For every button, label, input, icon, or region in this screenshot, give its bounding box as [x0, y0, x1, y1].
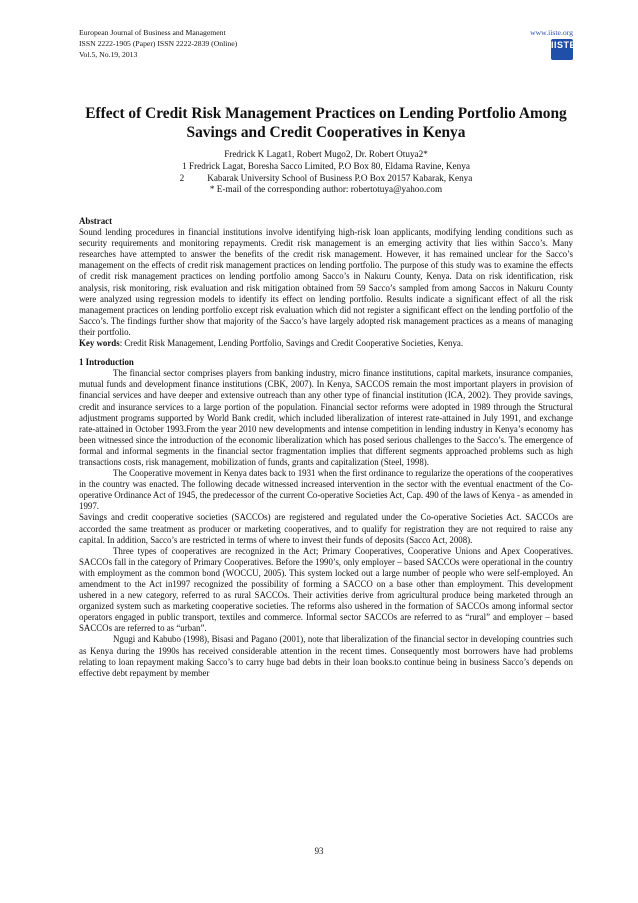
intro-paragraph-3: Savings and credit cooperative societies (SACCOs) are registered and regulated under the Co-operative Societies Act. SACCOs are accorded the same treatment as producer or marketing cooperatives, and to qualify for registration they are not required to raise any capital. In addition, Sacco’s are restricted in terms of where to invest their funds of deposits (Sacco Act, 2008).: [79, 512, 573, 545]
journal-name: European Journal of Business and Management: [79, 28, 226, 37]
intro-paragraph-2: The Cooperative movement in Kenya dates back to 1931 when the first ordinance to regularize the operations of the cooperatives in the country was enacted. The following decade witnessed increased intervention in the sector with the eventual enactment of the Co-operative Ordinance Act of 1945, the predecessor of the current Co-operative Societies Act, Cap. 490 of the laws of Kenya - as amended in 1997.: [79, 468, 573, 512]
page-number: 93: [314, 846, 324, 856]
affiliation-1: 1 Fredrick Lagat, Boresha Sacco Limited, P.O Box 80, Eldama Ravine, Kenya: [182, 160, 470, 171]
journal-website-link[interactable]: www.iiste.org: [530, 28, 573, 37]
abstract-text: Sound lending procedures in financial institutions involve identifying high-risk loan applicants, modifying lending conditions such as security requirements and monitoring repayments. Credit risk management is an emerging activity that lies within Sacco’s. Many researches have attempted to answer the benefits of the credit risk management. However, it has remained unclear for the Sacco’s management on the effects of credit risk management practices on lending portfolio. The purpose of this study was to examine the effects of credit risk management practices on lending portfolio among Sacco’s in Nakuru County, Kenya. Data on risk identification, risk analysis, risk monitoring, risk evaluation and risk mitigation obtained from 59 Sacco’s sampled from among Saccos in Nakuru County were analyzed using regression models to identify its effect on lending portfolio. Results indicate a significant effect of all the risk management practices on lending portfolio except risk evaluation which did not register a significant effect on the lending portfolio of the Sacco’s. The findings further show that majority of the Sacco’s have largely adopted risk management practices as a means of managing their portfolio.: [79, 227, 573, 337]
journal-header: [79, 27, 577, 60]
journal-volume: Vol.5, No.19, 2013: [79, 50, 138, 59]
paper-title: Effect of Credit Risk Management Practices on Lending Portfolio Among Savings and Credit Cooperatives in Kenya: [85, 105, 567, 141]
journal-issn: ISSN 2222-1905 (Paper) ISSN 2222-2839 (Online): [79, 39, 238, 48]
paper-body: [79, 216, 573, 679]
intro-paragraph-5: Ngugi and Kabubo (1998), Bisasi and Pagano (2001), note that liberalization of the financial sector in developing countries such as Kenya during the 1990s has received considerable attention in the recent times. Consequently most borrowers have had problems relating to loan repayment making Sacco’s to carry huge bad debts in their loan books.to continue being in business Sacco’s depends on effective debt repayment by member: [79, 634, 573, 678]
keywords-list: : Credit Risk Management, Lending Portfolio, Savings and Credit Cooperative Societies, Kenya.: [119, 338, 464, 349]
corresponding-email: * E-mail of the corresponding author: robertotuya@yahoo.com: [209, 184, 443, 195]
author-block: [79, 149, 573, 196]
abstract-heading: Abstract: [79, 216, 113, 226]
keywords-label: Key words: [79, 338, 120, 349]
intro-paragraph-1: The financial sector comprises players from banking industry, micro finance institutions, capital markets, insurance companies, mutual funds and development finance institutions (CBK, 2007). In Kenya, SACCOS remain the most important players in provision of financial services and have deeper and extensive outreach than any other type of financial institution (ICA, 2002). They provide savings, credit and insurance services to a large portion of the population. Financial sector reforms were adopted in 1989 through the Structural adjustment programs supported by World Bank credit, which included liberalization of interest rate-attained in July 1991, and exchange rate-attained in October 1993.From the year 2010 new developments and intense competition in lending industry in Kenya’s economy has been witnessed since the introduction of the economic liberalization which has posed serious challenges to the Sacco’s. The emergence of formal and informal segments in the financial sector fragmentation implies that different segments approached problems such as high transactions costs, risk management, mobilization of funds, grants and capitalization (Steel, 1998).: [79, 368, 573, 467]
iiste-logo-icon: IISTE: [551, 39, 573, 60]
intro-paragraph-4: Three types of cooperatives are recognized in the Act; Primary Cooperatives, Cooperative Unions and Apex Cooperatives. SACCOs fall in the category of Primary Cooperatives. Before the 1990’s, only employer – based SACCOs were operational in the country with employment as the common bond (WOCCU, 2005). This system locked out a large number of people who were self-employed. An amendment to the Act in1997 recognized the possibility of forming a SACCO on a base other than employment. This development ushered in a new category, referred to as rural SACCOs. Their activities derive from agricultural produce being marketed through an organized system such as marketing cooperative societies. The reforms also ushered in the formation of SACCOs among informal sector operators engaged in public transport, textiles and commerce. Informal sector SACCOs are referred to as “rural” and employer – based SACCOs are referred to as “urban”.: [79, 545, 573, 634]
affiliation-2: 2 Kabarak University School of Business P.O Box 20157 Kabarak, Kenya: [179, 172, 473, 183]
author-names: Fredrick K Lagat1, Robert Mugo2, Dr. Robert Otuya2*: [224, 149, 428, 159]
keywords: [79, 338, 573, 349]
introduction-heading: 1 Introduction: [79, 357, 134, 368]
